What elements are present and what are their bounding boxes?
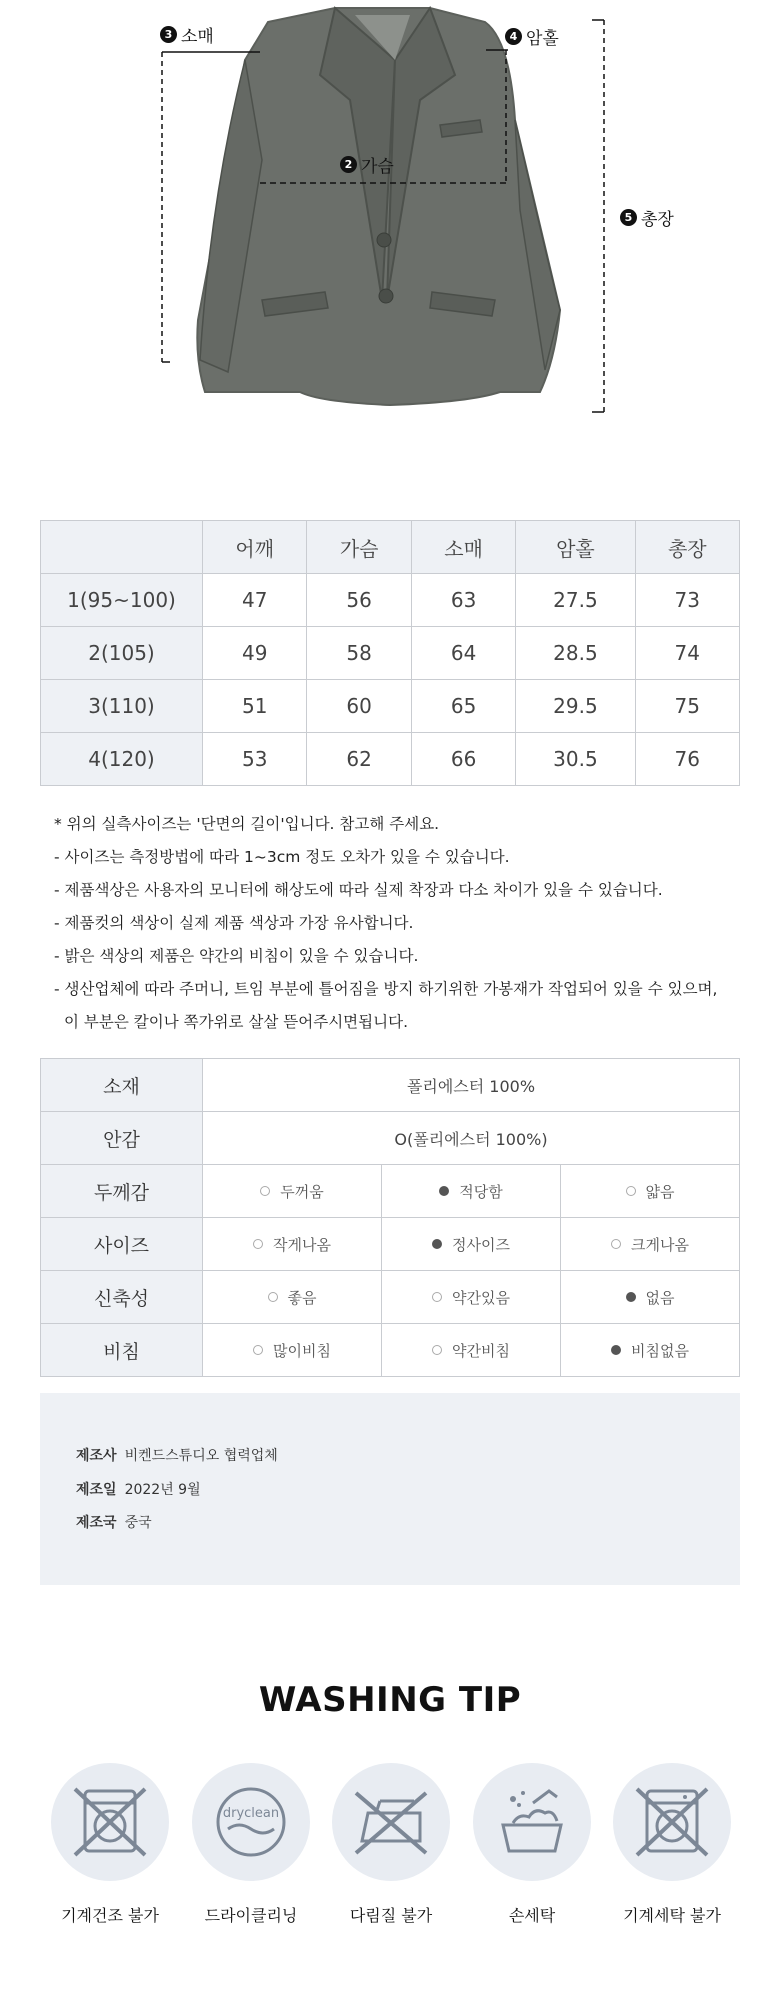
- hand-wash-icon: [473, 1763, 591, 1881]
- note-line: - 제품색상은 사용자의 모니터에 해상도에 따라 실제 착장과 다소 차이가 있을 수 있습니다.: [54, 881, 663, 899]
- attr-label: 사이즈: [41, 1218, 203, 1271]
- callout-length: [620, 205, 674, 230]
- size-table-header-row: [41, 521, 740, 574]
- attr-row-sheerness: [41, 1324, 740, 1377]
- table-row: [41, 627, 740, 680]
- radio-empty-icon: [260, 1186, 270, 1196]
- cell-value: 62: [307, 733, 411, 786]
- option-label: 크게나옴: [631, 1235, 689, 1254]
- callout-number: 3: [160, 26, 177, 43]
- callout-chest: [340, 152, 394, 177]
- country-row: [76, 1512, 152, 1532]
- wash-label: 다림질 불가: [349, 1906, 433, 1925]
- note-line: 이 부분은 칼이나 쪽가위로 살살 뜯어주시면됩니다.: [64, 1013, 408, 1031]
- attr-row-size-fit: [41, 1218, 740, 1271]
- attr-value: O(폴리에스터 100%): [203, 1112, 740, 1165]
- option-label: 없음: [645, 1288, 675, 1307]
- option-label: 작게나옴: [273, 1235, 331, 1254]
- note-line: - 사이즈는 측정방법에 따라 1~3cm 정도 오차가 있을 수 있습니다.: [54, 848, 510, 866]
- attr-label: 신축성: [41, 1271, 203, 1324]
- cell-value: 29.5: [516, 680, 635, 733]
- wash-label: 기계세탁 불가: [623, 1906, 721, 1925]
- callout-label: 총장: [641, 210, 674, 230]
- note-line: - 밝은 색상의 제품은 약간의 비침이 있을 수 있습니다.: [54, 947, 419, 965]
- dryclean-text: dryclean: [222, 1806, 280, 1821]
- header-sleeve: 소매: [411, 521, 515, 574]
- attr-label: 소재: [41, 1059, 203, 1112]
- wash-item-no-machine-dry: [45, 1763, 175, 1926]
- attr-label: 두께감: [41, 1165, 203, 1218]
- cell-value: 27.5: [516, 574, 635, 627]
- header-shoulder: 어깨: [203, 521, 307, 574]
- scale-option: [561, 1218, 740, 1271]
- scale-option: [203, 1165, 382, 1218]
- cell-value: 75: [635, 680, 739, 733]
- wash-label: 드라이클리닝: [204, 1906, 298, 1925]
- radio-filled-icon: [626, 1292, 636, 1302]
- wash-item-dryclean: [186, 1763, 316, 1926]
- cell-value: 65: [411, 680, 515, 733]
- radio-empty-icon: [253, 1345, 263, 1355]
- scale-option: [203, 1324, 382, 1377]
- header-length: 총장: [635, 521, 739, 574]
- wash-label: 기계건조 불가: [61, 1906, 159, 1925]
- product-attributes-table: [40, 1058, 740, 1377]
- radio-empty-icon: [268, 1292, 278, 1302]
- note-line: - 제품컷의 색상이 실제 제품 색상과 가장 유사합니다.: [54, 914, 414, 932]
- radio-empty-icon: [611, 1239, 621, 1249]
- callout-number: 2: [340, 156, 357, 173]
- size-label: 1(95~100): [41, 574, 203, 627]
- callout-number: 5: [620, 209, 637, 226]
- no-ironing-icon: [332, 1763, 450, 1881]
- scale-option: [382, 1218, 561, 1271]
- attr-value: 폴리에스터 100%: [203, 1059, 740, 1112]
- note-line: * 위의 실측사이즈는 '단면의 길이'입니다. 참고해 주세요.: [54, 815, 440, 833]
- manufacturer-info: [40, 1393, 740, 1585]
- cell-value: 47: [203, 574, 307, 627]
- callout-label: 소매: [181, 27, 214, 47]
- radio-filled-icon: [439, 1186, 449, 1196]
- header-armhole: 암홀: [516, 521, 635, 574]
- size-label: 2(105): [41, 627, 203, 680]
- attr-label: 비침: [41, 1324, 203, 1377]
- radio-filled-icon: [432, 1239, 442, 1249]
- jacket-measurement-diagram: [0, 0, 780, 430]
- manufacturer-value: 비켄드스튜디오 협력업체: [124, 1448, 278, 1464]
- scale-option: [382, 1165, 561, 1218]
- size-label: 3(110): [41, 680, 203, 733]
- cell-value: 30.5: [516, 733, 635, 786]
- cell-value: 64: [411, 627, 515, 680]
- attr-row-lining: [41, 1112, 740, 1165]
- country-value: 중국: [124, 1515, 152, 1531]
- scale-option: [561, 1165, 740, 1218]
- header-chest: 가슴: [307, 521, 411, 574]
- callout-label: 암홀: [526, 29, 559, 49]
- country-label: 제조국: [76, 1515, 117, 1531]
- cell-value: 60: [307, 680, 411, 733]
- attr-row-stretch: [41, 1271, 740, 1324]
- table-row: [41, 680, 740, 733]
- callout-label: 가슴: [361, 157, 394, 177]
- cell-value: 74: [635, 627, 739, 680]
- radio-empty-icon: [253, 1239, 263, 1249]
- cell-value: 66: [411, 733, 515, 786]
- option-label: 두꺼움: [280, 1182, 324, 1201]
- washing-tip-title: WASHING TIP: [258, 1680, 522, 1720]
- radio-empty-icon: [432, 1292, 442, 1302]
- option-label: 적당함: [459, 1182, 503, 1201]
- wash-item-no-ironing: [326, 1763, 456, 1926]
- no-machine-wash-icon: [613, 1763, 731, 1881]
- callout-number: 4: [505, 28, 522, 45]
- manufacture-date-row: [76, 1479, 201, 1499]
- cell-value: 49: [203, 627, 307, 680]
- option-label: 약간있음: [452, 1288, 510, 1307]
- scale-option: [382, 1271, 561, 1324]
- note-line: - 생산업체에 따라 주머니, 트임 부분에 틀어짐을 방지 하기위한 가봉재가 작업되어 있을 수 있으며,: [54, 980, 718, 998]
- attr-row-material: [41, 1059, 740, 1112]
- callout-armhole: [505, 24, 559, 49]
- radio-empty-icon: [626, 1186, 636, 1196]
- size-table: [40, 520, 740, 786]
- cell-value: 56: [307, 574, 411, 627]
- manufacture-date-value: 2022년 9월: [124, 1482, 201, 1498]
- manufacturer-row: [76, 1445, 278, 1465]
- table-row: [41, 574, 740, 627]
- option-label: 정사이즈: [452, 1235, 510, 1254]
- size-label: 4(120): [41, 733, 203, 786]
- wash-label: 손세탁: [508, 1906, 556, 1925]
- cell-value: 63: [411, 574, 515, 627]
- table-row: [41, 733, 740, 786]
- cell-value: 76: [635, 733, 739, 786]
- cell-value: 51: [203, 680, 307, 733]
- header-corner: [41, 521, 203, 574]
- wash-item-no-machine-wash: [607, 1763, 737, 1926]
- option-label: 약간비침: [452, 1341, 510, 1360]
- option-label: 많이비침: [273, 1341, 331, 1360]
- radio-filled-icon: [611, 1345, 621, 1355]
- scale-option: [382, 1324, 561, 1377]
- manufacturer-label: 제조사: [76, 1448, 117, 1464]
- no-machine-dry-icon: [51, 1763, 169, 1881]
- cell-value: 53: [203, 733, 307, 786]
- manufacture-date-label: 제조일: [76, 1482, 117, 1498]
- option-label: 얇음: [645, 1182, 675, 1201]
- radio-empty-icon: [432, 1345, 442, 1355]
- cell-value: 58: [307, 627, 411, 680]
- scale-option: [561, 1271, 740, 1324]
- cell-value: 28.5: [516, 627, 635, 680]
- option-label: 비침없음: [631, 1341, 689, 1360]
- cell-value: 73: [635, 574, 739, 627]
- scale-option: [203, 1271, 382, 1324]
- scale-option: [561, 1324, 740, 1377]
- size-notes: [54, 808, 754, 1039]
- dryclean-icon: [192, 1763, 310, 1881]
- option-label: 좋음: [287, 1288, 317, 1307]
- scale-option: [203, 1218, 382, 1271]
- attr-label: 안감: [41, 1112, 203, 1165]
- wash-item-hand-wash: [467, 1763, 597, 1926]
- attr-row-thickness: [41, 1165, 740, 1218]
- callout-sleeve: [160, 22, 214, 47]
